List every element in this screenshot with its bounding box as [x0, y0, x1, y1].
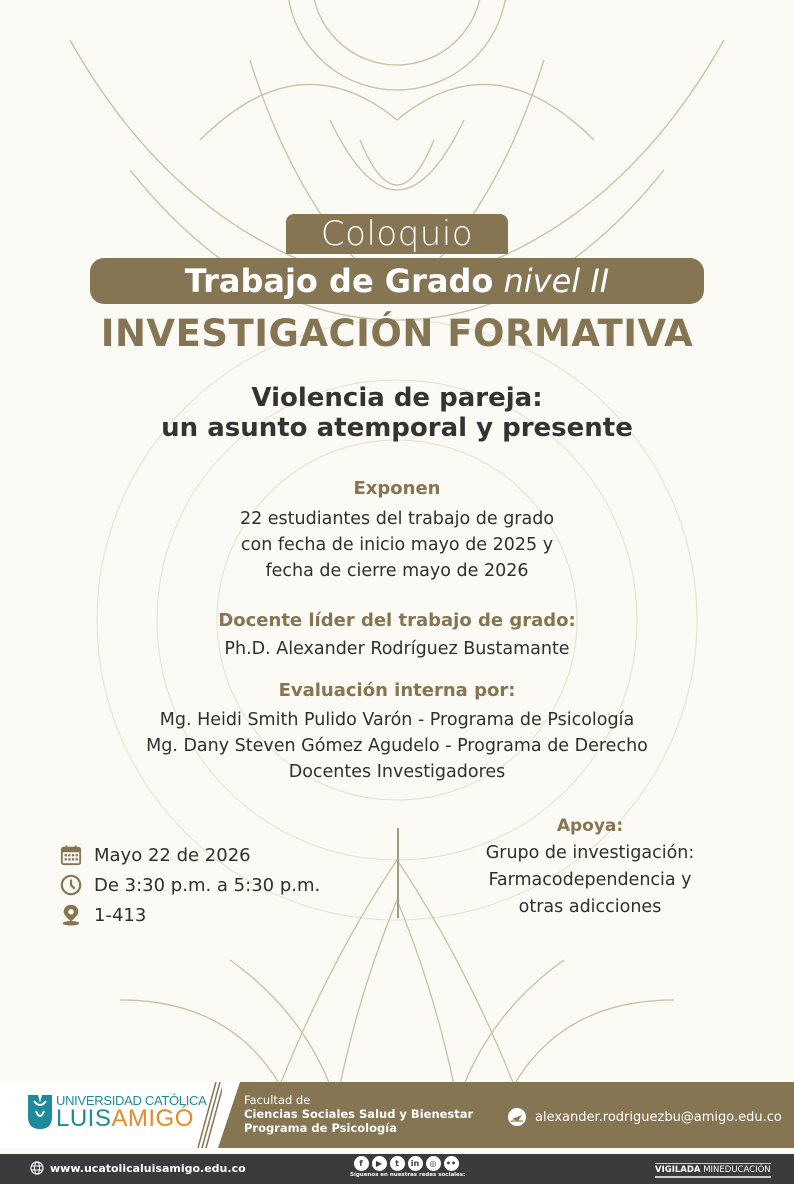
globe-icon: [30, 1161, 44, 1175]
social-caption: Síguenos en nuestras redes sociales:: [350, 1172, 466, 1178]
support-line: Grupo de investigación:: [485, 843, 695, 863]
social-links: [350, 1156, 466, 1178]
youtube-icon[interactable]: ▶: [372, 1156, 387, 1171]
facebook-icon[interactable]: f: [354, 1156, 369, 1171]
send-icon: [508, 1108, 526, 1126]
exponen-heading: Exponen: [353, 478, 441, 499]
event-time: [60, 870, 320, 900]
contact-email[interactable]: [508, 1108, 782, 1126]
logo-luis: LUIS: [56, 1105, 112, 1132]
exponen-line: 22 estudiantes del trabajo de grado: [239, 509, 555, 529]
email-text[interactable]: alexander.rodriguezbu@amigo.edu.co: [535, 1109, 782, 1125]
logo-amigo: AMIGÓ: [111, 1105, 194, 1132]
map-pin-icon: [60, 904, 82, 926]
docente-name: Ph.D. Alexander Rodríguez Bustamante: [224, 639, 570, 659]
evaluator-line: Docentes Investigadores: [288, 762, 506, 782]
logo-line-2: [56, 1105, 207, 1132]
topic-title: [0, 383, 794, 443]
linkedin-icon[interactable]: in: [408, 1156, 423, 1171]
logo-mark-icon: [28, 1095, 52, 1129]
support-block: [440, 816, 740, 921]
vigilada-label: [655, 1163, 771, 1178]
faculty-line-2: Ciencias Sociales Salud y Bienestar: [244, 1107, 474, 1121]
event-location: [60, 900, 320, 930]
support-heading: Apoya:: [556, 816, 624, 836]
docente-body: [0, 636, 794, 662]
faculty-line-3: Programa de Psicología: [244, 1121, 397, 1135]
topic-line-1: Violencia de pareja:: [251, 383, 543, 413]
event-date: [60, 840, 320, 870]
event-time-text: De 3:30 p.m. a 5:30 p.m.: [94, 874, 321, 896]
event-info: [60, 840, 320, 930]
calendar-icon: [60, 844, 82, 866]
support-body: [440, 840, 740, 921]
event-location-text: 1-413: [94, 904, 147, 926]
logo-line-1: UNIVERSIDAD CATÓLICA: [56, 1093, 207, 1108]
vertical-divider: [397, 828, 399, 918]
twitter-icon[interactable]: t: [390, 1156, 405, 1171]
event-date-text: Mayo 22 de 2026: [94, 844, 251, 866]
exponen-body: [0, 506, 794, 584]
evaluacion-heading: Evaluación interna por:: [278, 680, 516, 701]
evaluacion-body: [0, 707, 794, 785]
page-subtitle: INVESTIGACIÓN FORMATIVA: [100, 312, 694, 355]
website-link[interactable]: [30, 1161, 246, 1175]
exponen-line: con fecha de inicio mayo de 2025 y: [240, 535, 554, 555]
coloquio-badge: Coloquio: [286, 214, 508, 254]
title-level: nivel II: [503, 262, 610, 300]
faculty-info: [244, 1093, 473, 1135]
bottom-strip: [0, 1184, 794, 1192]
evaluator-line: Mg. Heidi Smith Pulido Varón - Programa de Psicología: [159, 710, 635, 730]
support-line: Farmacodependencia y: [488, 870, 692, 890]
support-line: otras adicciones: [518, 897, 662, 917]
website-text[interactable]: www.ucatolicaluisamigo.edu.co: [50, 1161, 246, 1175]
evaluator-line: Mg. Dany Steven Gómez Agudelo - Programa de Derecho: [146, 736, 648, 756]
vigilada-bold: VIGILADA: [655, 1165, 701, 1175]
vigilada-rest: MINEDUCACIÓN: [703, 1165, 771, 1175]
faculty-line-1: Facultad de: [244, 1093, 311, 1107]
title-banner: [90, 258, 704, 304]
instagram-icon[interactable]: ◎: [426, 1156, 441, 1171]
title-bold: Trabajo de Grado: [184, 262, 494, 300]
topic-line-2: un asunto atemporal y presente: [161, 413, 633, 443]
exponen-line: fecha de cierre mayo de 2026: [265, 561, 529, 581]
flickr-icon[interactable]: ••: [444, 1156, 459, 1171]
clock-icon: [60, 874, 82, 896]
docente-heading: Docente líder del trabajo de grado:: [218, 610, 576, 631]
university-logo[interactable]: [28, 1094, 207, 1130]
